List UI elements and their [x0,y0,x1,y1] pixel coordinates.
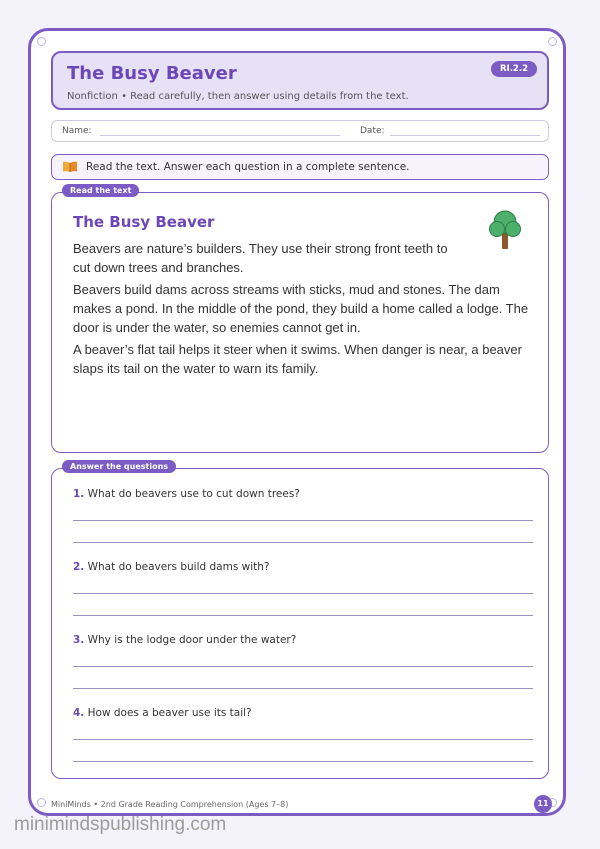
questions-tab: Answer the questions [62,460,176,473]
worksheet-page [28,28,566,816]
passage-paragraph-2: Beavers build dams across streams with sticks, mud and stones. The dam makes a pond. In the middle of the pond, they build a home called a lodge. The door is under the water, so enemies cannot get in. [73,282,529,335]
corner-hole [37,37,46,46]
corner-hole [548,37,557,46]
question-text: Why is the lodge door under the water? [87,634,297,646]
question-number: 2. [73,561,85,573]
passage-title: The Busy Beaver [73,213,215,231]
answer-line[interactable] [73,520,533,521]
page-number: 11 [534,795,552,813]
book-icon [62,161,78,173]
question-1 [73,488,300,500]
page-title: The Busy Beaver [67,63,237,84]
name-write-line[interactable] [100,135,340,136]
question-text: How does a beaver use its tail? [87,707,252,719]
question-number: 3. [73,634,85,646]
question-2 [73,561,270,573]
question-3 [73,634,296,646]
corner-hole [37,798,46,807]
question-number: 4. [73,707,85,719]
answer-line[interactable] [73,542,533,543]
instructions-text: Read the text. Answer each question in a complete sentence. [86,161,410,173]
answer-line[interactable] [73,593,533,594]
page-subtitle: Nonfiction • Read carefully, then answer using details from the text. [67,91,409,102]
watermark: minimindspublishing.com [14,814,227,835]
answer-line[interactable] [73,615,533,616]
passage-paragraph-3: A beaver’s flat tail helps it steer when it swims. When danger is near, a beaver slaps its tail on the water to warn its family. [73,342,522,376]
passage-tab: Read the text [62,184,139,197]
footer-series: MiniMinds • 2nd Grade Reading Comprehension (Ages 7–8) [51,800,289,809]
answer-line[interactable] [73,761,533,762]
question-text: What do beavers use to cut down trees? [87,488,300,500]
passage-paragraph-1: Beavers are nature’s builders. They use their strong front teeth to cut down trees and branches. [73,241,448,275]
standard-badge: RI.2.2 [491,61,537,77]
questions-box [51,462,549,779]
question-number: 1. [73,488,85,500]
answer-line[interactable] [73,688,533,689]
passage-box [51,186,549,453]
answer-line[interactable] [73,666,533,667]
title-header [51,51,549,110]
name-label: Name: [62,126,92,136]
instructions-bar [51,154,549,180]
question-4 [73,707,252,719]
name-date-bar [51,120,549,142]
answer-line[interactable] [73,739,533,740]
question-text: What do beavers build dams with? [87,561,270,573]
tree-icon [488,209,522,251]
date-write-line[interactable] [390,135,540,136]
date-label: Date: [360,126,385,136]
